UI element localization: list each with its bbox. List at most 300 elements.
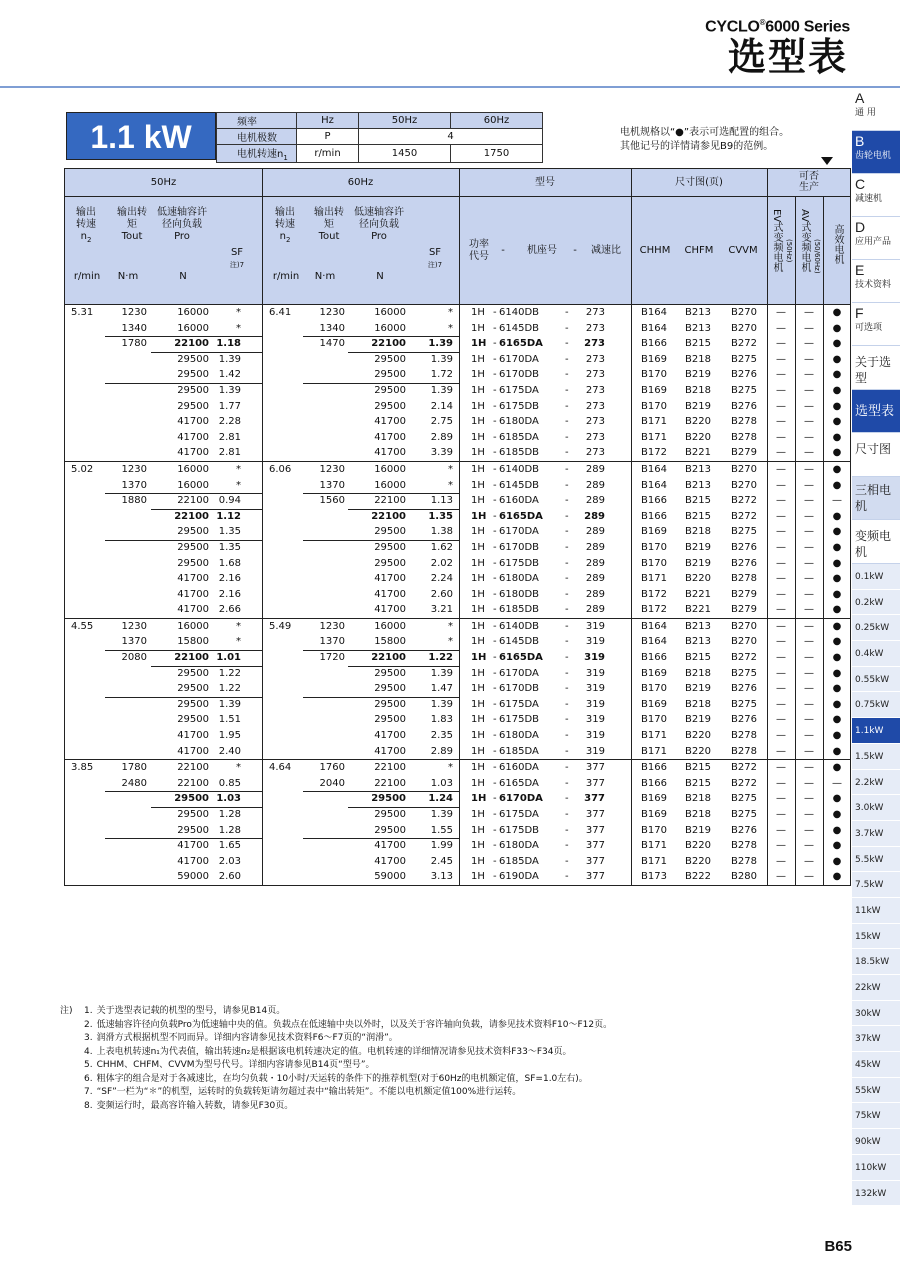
table-cell: ● xyxy=(832,573,842,585)
table-cell: 41700 xyxy=(177,745,209,757)
table-cell: 2040 xyxy=(319,777,345,789)
table-cell: B270 xyxy=(731,463,757,475)
table-cell: 6170DB xyxy=(499,683,540,695)
table-cell: 29500 xyxy=(177,824,209,836)
footnote-text: 低速轴容许径向负载Pro为低速轴中央的值。负载点在低速轴中央以外时，以及关于容许轴向负载，请参见技术资料F10～F12页。 xyxy=(96,1019,613,1030)
table-cell: 1230 xyxy=(121,463,147,475)
table-cell: 6180DA xyxy=(499,416,539,428)
table-cell: 2.89 xyxy=(430,745,453,757)
table-cell: 1780 xyxy=(121,762,147,774)
sidebar-item[interactable] xyxy=(852,131,900,174)
table-row xyxy=(65,336,850,352)
table-cell: — xyxy=(804,557,814,569)
model-separator: - xyxy=(565,714,569,726)
table-cell: 22100 xyxy=(374,495,406,507)
table-cell: 41700 xyxy=(374,745,406,757)
table-cell: 2.60 xyxy=(218,871,241,883)
sidebar-size-item[interactable]: 75kW xyxy=(852,1103,900,1129)
table-cell: 41700 xyxy=(177,573,209,585)
table-cell: 1.28 xyxy=(218,809,241,820)
table-cell: ● xyxy=(832,400,842,412)
table-cell: — xyxy=(804,777,814,789)
table-cell: B213 xyxy=(685,620,711,632)
sidebar-item[interactable] xyxy=(852,477,900,520)
table-cell: 1H xyxy=(471,745,485,757)
table-cell: — xyxy=(804,667,814,679)
table-cell: 6165DA xyxy=(499,338,543,350)
model-separator: - xyxy=(493,463,497,475)
table-cell: — xyxy=(804,463,814,475)
model-separator: - xyxy=(565,777,569,789)
sidebar-item-letter: B xyxy=(855,133,865,149)
table-cell: 6180DB xyxy=(499,588,540,600)
table-cell: 1H xyxy=(471,652,487,664)
sidebar-size-item[interactable]: 90kW xyxy=(852,1129,900,1155)
sidebar-size-item[interactable]: 18.5kW xyxy=(852,949,900,975)
sidebar-size-item[interactable]: 11kW xyxy=(852,898,900,924)
model-separator: - xyxy=(565,384,569,396)
table-cell: ● xyxy=(832,793,842,805)
model-separator: - xyxy=(565,793,569,805)
sidebar-item[interactable] xyxy=(852,303,900,346)
table-cell: 29500 xyxy=(374,683,406,695)
table-cell: B276 xyxy=(731,557,757,569)
sidebar-size-item[interactable]: 110kW xyxy=(852,1155,900,1181)
table-cell: 1H xyxy=(471,573,485,585)
table-cell: 2.02 xyxy=(430,557,453,569)
table-cell: — xyxy=(776,762,786,774)
table-cell: B170 xyxy=(641,824,667,836)
table-cell: ● xyxy=(832,762,842,774)
model-separator: - xyxy=(565,588,569,600)
sidebar-item[interactable] xyxy=(852,390,900,433)
table-cell: 29500 xyxy=(374,541,406,553)
table-cell: 1.72 xyxy=(430,369,453,381)
sidebar-size-item[interactable]: 0.75kW xyxy=(852,692,900,718)
table-cell: * xyxy=(448,307,453,318)
table-row xyxy=(65,869,850,885)
table-cell: ● xyxy=(832,353,842,365)
output-speed-50: 5.31 xyxy=(71,307,94,318)
sidebar-item[interactable] xyxy=(852,88,900,131)
sidebar-item[interactable] xyxy=(852,260,900,303)
table-cell: 1.18 xyxy=(216,338,241,350)
sidebar-size-item[interactable]: 1.1kW xyxy=(852,718,900,744)
footnote-line xyxy=(60,1046,840,1060)
table-cell: B166 xyxy=(641,762,667,774)
table-cell: B213 xyxy=(685,636,711,648)
model-separator: - xyxy=(493,353,497,365)
table-cell: * xyxy=(448,322,453,334)
selection-table-body xyxy=(65,305,850,885)
table-cell: B272 xyxy=(731,495,757,507)
table-cell: 377 xyxy=(585,762,605,774)
table-cell: 1H xyxy=(471,762,485,774)
table-cell: B218 xyxy=(685,809,711,820)
table-cell: B172 xyxy=(641,604,667,616)
model-separator: - xyxy=(493,479,497,491)
output-speed-60: 6.41 xyxy=(269,307,292,318)
model-separator: - xyxy=(493,855,497,867)
model-separator: - xyxy=(493,369,497,381)
table-cell: B218 xyxy=(685,698,711,710)
table-cell: — xyxy=(804,526,814,538)
sidebar-size-item[interactable]: 3.0kW xyxy=(852,795,900,821)
table-cell: 1H xyxy=(471,353,485,365)
model-separator: - xyxy=(565,338,569,350)
table-cell: ● xyxy=(832,871,842,883)
table-cell: B279 xyxy=(731,447,757,459)
table-cell: B276 xyxy=(731,714,757,726)
sidebar-size-item[interactable]: 1.5kW xyxy=(852,744,900,770)
table-cell: — xyxy=(776,353,786,365)
speed-group xyxy=(65,305,850,462)
table-cell: 6145DB xyxy=(499,479,540,491)
table-cell: 41700 xyxy=(374,573,406,585)
table-cell: B171 xyxy=(641,416,667,428)
sidebar-item-letter: D xyxy=(855,219,866,235)
table-cell: ● xyxy=(832,636,842,648)
table-cell: 2.45 xyxy=(430,855,453,867)
table-cell: 41700 xyxy=(177,431,209,443)
table-cell: — xyxy=(776,495,786,507)
table-cell: — xyxy=(776,588,786,600)
table-cell: B276 xyxy=(731,541,757,553)
table-cell: ● xyxy=(832,338,842,350)
table-row xyxy=(65,540,850,556)
table-cell: 1.39 xyxy=(430,384,453,396)
table-cell: 1H xyxy=(471,840,485,852)
sidebar-size-item[interactable]: 3.7kW xyxy=(852,821,900,847)
table-cell: B270 xyxy=(731,620,757,632)
table-cell: — xyxy=(804,322,814,334)
sidebar-item-label: 齿轮电机 xyxy=(855,151,892,161)
table-cell: B170 xyxy=(641,541,667,553)
model-separator: - xyxy=(565,526,569,538)
table-cell: 1H xyxy=(471,667,485,679)
table-cell: 2.24 xyxy=(430,573,453,585)
table-cell: 1230 xyxy=(319,307,345,318)
header-rule xyxy=(0,86,900,88)
table-cell: 6170DB xyxy=(499,541,540,553)
table-row xyxy=(65,399,850,415)
table-cell: B166 xyxy=(641,495,667,507)
sidebar-size-item[interactable]: 30kW xyxy=(852,1001,900,1027)
table-cell: 1.62 xyxy=(430,541,453,553)
table-cell: — xyxy=(804,353,814,365)
footnote-number: 6. xyxy=(84,1073,93,1084)
table-cell: 6160DA xyxy=(499,762,539,774)
sidebar-size-item[interactable]: 0.55kW xyxy=(852,667,900,693)
model-separator: - xyxy=(493,636,497,648)
table-cell: — xyxy=(776,777,786,789)
table-cell: 273 xyxy=(585,322,605,334)
table-cell: — xyxy=(804,636,814,648)
table-cell: 1.35 xyxy=(428,510,453,522)
table-cell: 29500 xyxy=(374,698,406,710)
sidebar-item-letter: C xyxy=(855,176,866,192)
table-cell: B166 xyxy=(641,652,667,664)
table-cell: 1370 xyxy=(319,479,345,491)
sidebar-item-label: 选型表 xyxy=(855,404,895,419)
table-cell: 319 xyxy=(585,667,605,679)
table-cell: 319 xyxy=(585,698,605,710)
table-cell: B272 xyxy=(731,762,757,774)
table-cell: 6175DB xyxy=(499,714,540,726)
table-cell: 289 xyxy=(585,495,605,507)
table-cell: B215 xyxy=(685,762,711,774)
table-cell: 3.21 xyxy=(430,604,453,616)
footnote-prefix: 注) xyxy=(60,1006,73,1016)
sidebar-item[interactable] xyxy=(852,520,900,564)
sidebar-size-item[interactable]: 0.2kW xyxy=(852,590,900,616)
table-cell: ● xyxy=(832,463,842,475)
table-cell: B218 xyxy=(685,793,711,805)
sidebar-size-item[interactable]: 7.5kW xyxy=(852,872,900,898)
model-separator: - xyxy=(565,667,569,679)
table-cell: — xyxy=(804,762,814,774)
model-separator: - xyxy=(565,431,569,443)
table-cell: — xyxy=(776,479,786,491)
table-cell: B270 xyxy=(731,479,757,491)
table-cell: 41700 xyxy=(177,840,209,852)
table-cell: ● xyxy=(832,840,842,852)
table-row xyxy=(65,681,850,697)
pointer-triangle xyxy=(821,157,833,165)
table-cell: * xyxy=(236,762,241,774)
table-cell: B276 xyxy=(731,683,757,695)
model-separator: - xyxy=(493,793,497,805)
model-separator: - xyxy=(493,573,497,585)
table-row xyxy=(65,571,850,587)
table-cell: 1.51 xyxy=(218,714,241,726)
table-cell: — xyxy=(804,652,814,664)
table-cell: 41700 xyxy=(374,588,406,600)
table-cell: 1.68 xyxy=(218,557,241,569)
sidebar-size-item[interactable]: 15kW xyxy=(852,924,900,950)
table-cell: B164 xyxy=(641,636,667,648)
table-cell: B270 xyxy=(731,322,757,334)
table-cell: B272 xyxy=(731,652,757,664)
table-cell: 41700 xyxy=(374,840,406,852)
table-row xyxy=(65,666,850,682)
table-cell: 377 xyxy=(585,777,605,789)
table-cell: 1.22 xyxy=(428,652,453,664)
table-cell: ● xyxy=(832,384,842,396)
table-cell: B275 xyxy=(731,809,757,820)
table-cell: 29500 xyxy=(177,683,209,695)
table-cell: 15800 xyxy=(374,636,406,648)
table-cell: B220 xyxy=(685,431,711,443)
sidebar-size-item[interactable]: 0.4kW xyxy=(852,641,900,667)
table-row xyxy=(65,383,850,399)
model-separator: - xyxy=(565,824,569,836)
table-cell: 1.99 xyxy=(430,840,453,852)
table-row xyxy=(65,462,850,478)
table-cell: 2.60 xyxy=(430,588,453,600)
table-cell: 6140DB xyxy=(499,620,540,632)
table-row xyxy=(65,445,850,461)
table-row xyxy=(65,414,850,430)
sidebar-size-item[interactable]: 55kW xyxy=(852,1078,900,1104)
table-cell: 1.42 xyxy=(218,369,241,381)
output-speed-50: 4.55 xyxy=(71,620,94,632)
table-cell: 6165DA xyxy=(499,510,543,522)
footnote-text: “SF”一栏为“＊”的机型，运转时的负载转矩请勿超过表中“输出转矩”。不能以电机额定值100%进行运转。 xyxy=(96,1087,522,1097)
table-cell: * xyxy=(236,620,241,632)
table-cell: 2.35 xyxy=(430,730,453,742)
table-cell: 6165DA xyxy=(499,777,539,789)
table-cell: 1H xyxy=(471,369,485,381)
model-separator: - xyxy=(565,369,569,381)
footnote-text: CHHM、CHFM、CVVM为型号代号。详细内容请参见B14页“型号”。 xyxy=(96,1060,375,1070)
sidebar-item[interactable] xyxy=(852,433,900,477)
table-cell: 1470 xyxy=(319,338,345,350)
sidebar-size-item[interactable]: 22kW xyxy=(852,975,900,1001)
table-row xyxy=(65,791,850,807)
table-cell: B166 xyxy=(641,338,667,350)
table-cell: B219 xyxy=(685,400,711,412)
model-separator: - xyxy=(565,557,569,569)
table-cell: 41700 xyxy=(177,855,209,867)
footnote-text: 关于选型表记载的机型的型号，请参见B14页。 xyxy=(96,1006,286,1016)
table-cell: 1.39 xyxy=(218,353,241,365)
table-cell: 6140DB xyxy=(499,307,540,318)
model-separator: - xyxy=(493,416,497,428)
table-cell: 16000 xyxy=(177,620,209,632)
sidebar-size-item[interactable]: 2.2kW xyxy=(852,770,900,796)
table-cell: 2.28 xyxy=(218,416,241,428)
sidebar-size-item[interactable]: 132kW xyxy=(852,1181,900,1207)
table-cell: B279 xyxy=(731,588,757,600)
table-cell: B171 xyxy=(641,730,667,742)
table-cell: B219 xyxy=(685,683,711,695)
model-separator: - xyxy=(493,526,497,538)
footnote-text: 上表电机转速n₁为代表值，输出转速n₂是根据该电机转速决定的值。电机转速的详细情况请参见技术资料F33～F34页。 xyxy=(96,1046,572,1057)
table-cell: 1H xyxy=(471,307,485,318)
table-cell: B169 xyxy=(641,809,667,820)
table-cell: * xyxy=(448,636,453,648)
table-cell: 29500 xyxy=(371,793,406,805)
model-separator: - xyxy=(493,307,497,318)
table-row xyxy=(65,728,850,744)
sidebar-size-item[interactable]: 0.25kW xyxy=(852,615,900,641)
table-cell: 1230 xyxy=(121,307,147,318)
sidebar-item[interactable] xyxy=(852,174,900,217)
table-cell: 2.81 xyxy=(218,431,241,443)
table-cell: B169 xyxy=(641,667,667,679)
output-speed-50: 3.85 xyxy=(71,762,94,774)
table-cell: 1.77 xyxy=(218,400,241,412)
model-separator: - xyxy=(493,338,497,350)
sidebar-size-item[interactable]: 0.1kW xyxy=(852,564,900,590)
model-separator: - xyxy=(493,588,497,600)
table-cell: 41700 xyxy=(177,604,209,616)
table-cell: 6175DA xyxy=(499,698,539,710)
table-cell: 2480 xyxy=(121,777,147,789)
table-cell: 22100 xyxy=(177,495,209,507)
sidebar-item[interactable] xyxy=(852,217,900,260)
model-separator: - xyxy=(565,636,569,648)
table-cell: 1H xyxy=(471,322,485,334)
model-separator: - xyxy=(493,652,497,664)
model-separator: - xyxy=(565,840,569,852)
table-cell: B220 xyxy=(685,855,711,867)
table-cell: 6180DA xyxy=(499,840,539,852)
table-cell: 1H xyxy=(471,384,485,396)
table-cell: 29500 xyxy=(374,667,406,679)
table-cell: — xyxy=(776,714,786,726)
table-cell: B213 xyxy=(685,463,711,475)
table-cell: 1720 xyxy=(319,652,345,664)
table-cell: 273 xyxy=(585,447,605,459)
table-cell: B278 xyxy=(731,840,757,852)
table-cell: 29500 xyxy=(177,369,209,381)
model-separator: - xyxy=(493,557,497,569)
table-cell: 319 xyxy=(585,683,605,695)
table-cell: 15800 xyxy=(177,636,209,648)
sidebar-item[interactable] xyxy=(852,346,900,390)
table-cell: 29500 xyxy=(177,667,209,679)
model-separator: - xyxy=(493,667,497,679)
model-separator: - xyxy=(493,824,497,836)
table-cell: B275 xyxy=(731,384,757,396)
sidebar-size-item[interactable]: 45kW xyxy=(852,1052,900,1078)
table-cell: 6180DA xyxy=(499,573,539,585)
footnote-line xyxy=(60,1100,840,1114)
selection-table xyxy=(64,168,851,886)
table-cell: B169 xyxy=(641,698,667,710)
table-cell: 289 xyxy=(585,541,605,553)
table-cell: 6145DB xyxy=(499,322,540,334)
table-cell: 6175DA xyxy=(499,384,539,396)
table-cell: ● xyxy=(832,322,842,334)
table-cell: — xyxy=(804,620,814,632)
table-cell: 0.94 xyxy=(218,495,241,507)
table-cell: 1.12 xyxy=(216,510,241,522)
table-cell: ● xyxy=(832,667,842,679)
table-cell: — xyxy=(776,809,786,820)
table-cell: B275 xyxy=(731,526,757,538)
table-row xyxy=(65,524,850,540)
table-cell: 1.13 xyxy=(430,495,453,507)
table-cell: 1370 xyxy=(319,636,345,648)
table-row xyxy=(65,823,850,839)
table-cell: 16000 xyxy=(374,620,406,632)
table-cell: — xyxy=(804,809,814,820)
table-cell: B170 xyxy=(641,369,667,381)
sidebar-item-label: 三相电机 xyxy=(855,483,892,513)
page-title: 选型表 xyxy=(727,35,848,79)
table-cell: B164 xyxy=(641,307,667,318)
sidebar-item-letter: F xyxy=(855,305,864,321)
table-cell: 22100 xyxy=(371,652,406,664)
table-row xyxy=(65,478,850,494)
model-separator: - xyxy=(565,698,569,710)
model-separator: - xyxy=(565,447,569,459)
table-cell: B219 xyxy=(685,824,711,836)
table-cell: 1340 xyxy=(319,322,345,334)
sidebar-size-item[interactable]: 5.5kW xyxy=(852,847,900,873)
table-cell: 1.39 xyxy=(430,353,453,365)
table-cell: 1.38 xyxy=(430,526,453,538)
table-cell: B215 xyxy=(685,338,711,350)
table-cell: 319 xyxy=(585,730,605,742)
footnote-line xyxy=(60,1059,840,1073)
table-cell: ● xyxy=(832,369,842,381)
sidebar-size-item[interactable]: 37kW xyxy=(852,1026,900,1052)
table-cell: B275 xyxy=(731,667,757,679)
